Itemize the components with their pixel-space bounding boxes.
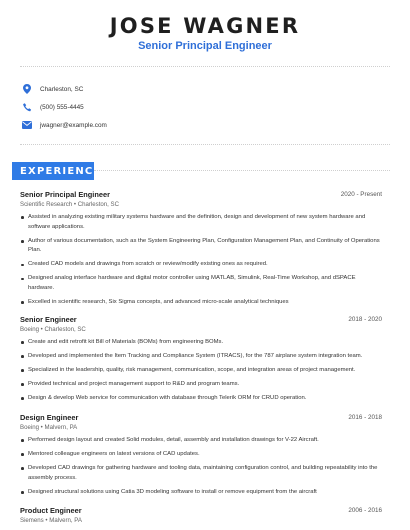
job-bullets — [20, 338, 382, 404]
job-bullet: Create and edit retrofit kit Bill of Materials (BOMs) from engineering BOMs. — [20, 338, 382, 348]
job-bullet: Mentored colleague engineers on latest versions of CAD updates. — [20, 450, 382, 460]
job-title-header: Senior Principal Engineer — [138, 40, 272, 52]
job-bullet: Provided technical and project management support to R&D and program teams. — [20, 380, 382, 390]
job-title: Design Engineer — [20, 413, 79, 422]
job-bullet: Designed structural solutions using Catia 3D modeling software to install or remove equipment from the aircraft — [20, 488, 382, 498]
contact-phone — [22, 100, 84, 114]
job-dates: 2006 - 2016 — [348, 507, 382, 514]
email-icon — [22, 120, 32, 130]
job-dates: 2016 - 2018 — [348, 414, 382, 421]
job-bullet: Created CAD models and drawings from scratch or review/modify existing ones as required. — [20, 260, 382, 270]
contact-email[interactable] — [22, 118, 107, 132]
job-entry — [20, 506, 382, 526]
job-bullets — [20, 213, 382, 307]
job-location: Charleston, SC — [44, 326, 86, 333]
job-entry — [20, 413, 382, 502]
job-entry — [20, 190, 382, 312]
job-bullet: Design & develop Web service for communication with database through Telerik ORM for CRUD operation. — [20, 394, 382, 404]
job-company-line: Boeing • Charleston, SC — [20, 326, 86, 333]
candidate-name: JOSE WAGNER — [109, 14, 301, 38]
job-company-line: Boeing • Malvern, PA — [20, 424, 78, 431]
job-entry — [20, 315, 382, 408]
job-company: Boeing — [20, 326, 39, 333]
contact-divider — [20, 144, 390, 145]
job-title: Product Engineer — [20, 506, 82, 515]
contact-email-text[interactable]: jwagner@example.com — [40, 121, 107, 129]
contact-location — [22, 82, 83, 96]
job-bullet: Performed design layout and created Solid modules, detail, assembly and installation drawings for V-22 Aircraft. — [20, 436, 382, 446]
job-bullet: Developed and implemented the Item Tracking and Compliance System (ITRACS), for the 787 airplane system integration team. — [20, 352, 382, 362]
job-company: Siemens — [20, 517, 44, 524]
experience-heading-rule — [94, 170, 390, 171]
job-dates: 2020 - Present — [340, 191, 382, 198]
phone-icon — [22, 102, 32, 112]
job-bullet: Assisted in analyzing existing military systems hardware and the definition, design and development of new system hardware and software applications. — [20, 213, 382, 232]
job-title: Senior Principal Engineer — [20, 190, 110, 199]
job-bullet: Author of various documentation, such as the System Engineering Plan, Configuration Management Plan, and Continuity of Operations Plan. — [20, 237, 382, 256]
location-pin-icon — [22, 84, 32, 94]
job-company-line: Scientific Research • Charleston, SC — [20, 201, 120, 208]
header-divider — [20, 66, 390, 67]
job-bullet: Developed CAD drawings for gathering hardware and tooling data, maintaining configuration control, and building repeatability into the assembly process. — [20, 464, 382, 483]
job-bullet: Designed analog interface hardware and digital motor controller using MATLAB, Simulink, Real-Time Workshop, and dSPACE hardware. — [20, 274, 382, 293]
job-bullet: Excelled in scientific research, Six Sigma concepts, and advanced micro-scale analytical techniques — [20, 298, 382, 308]
job-location: Charleston, SC — [77, 201, 120, 208]
job-dates: 2018 - 2020 — [348, 316, 382, 323]
job-company-line: Siemens • Malvern, PA — [20, 517, 82, 524]
contact-phone-text: (500) 555-4445 — [40, 103, 84, 111]
job-bullet: Specialized in the leadership, quality, risk management, communication, scope, and integration areas of project management. — [20, 366, 382, 376]
job-company: Boeing — [20, 424, 39, 431]
experience-heading: EXPERIENCE — [12, 162, 94, 180]
job-company: Scientific Research — [20, 201, 73, 208]
job-location: Malvern, PA — [49, 517, 82, 524]
job-location: Malvern, PA — [44, 424, 78, 431]
job-bullets — [20, 436, 382, 497]
contact-location-text: Charleston, SC — [40, 85, 84, 93]
job-title: Senior Engineer — [20, 315, 77, 324]
